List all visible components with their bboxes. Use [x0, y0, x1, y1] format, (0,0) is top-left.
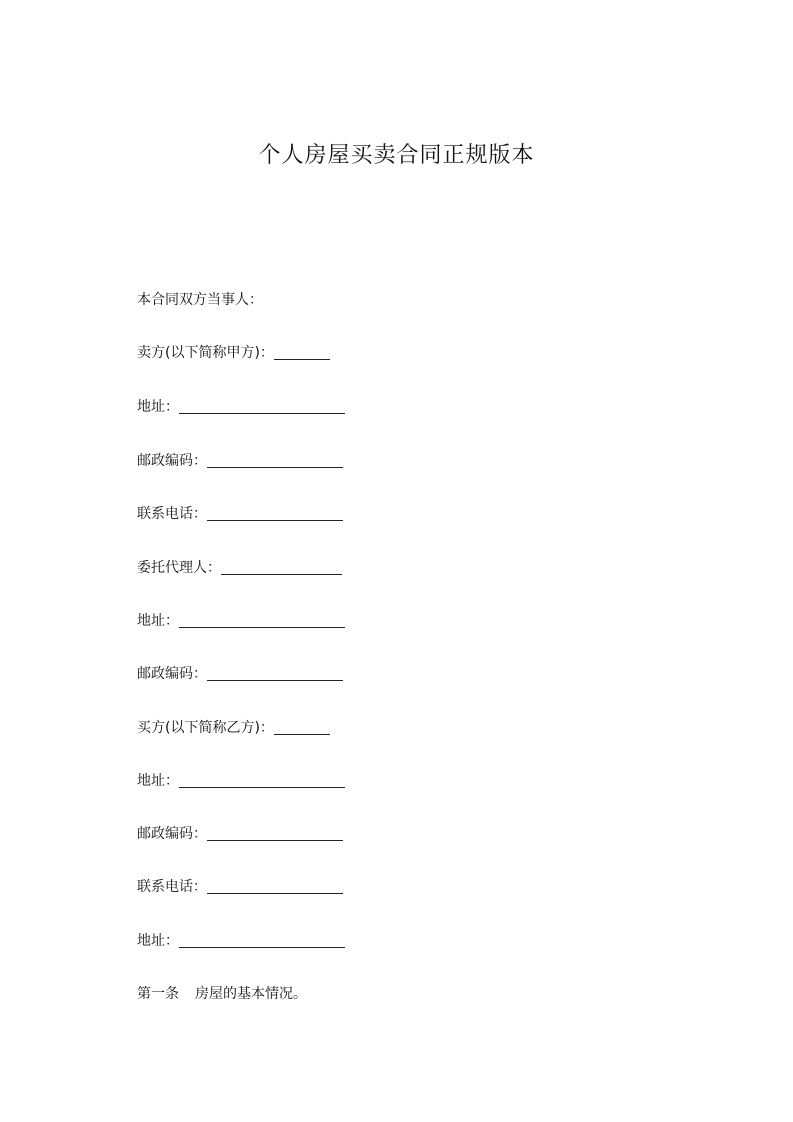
buyer-second-address-field [137, 930, 345, 952]
seller-phone-field [137, 503, 343, 525]
article-one-heading [137, 983, 307, 1005]
seller-label: 卖方(以下简称甲方)： [137, 345, 274, 361]
buyer-phone-blank [207, 877, 343, 894]
buyer-postcode-label: 邮政编码： [137, 826, 207, 842]
seller-address-field [137, 396, 345, 418]
seller-postcode-blank [207, 451, 343, 468]
agent-field [137, 557, 342, 579]
buyer-address-field [137, 770, 345, 792]
buyer-label: 买方(以下简称乙方)： [137, 720, 274, 736]
buyer-second-address-blank [179, 931, 345, 948]
buyer-field [137, 717, 330, 739]
article-number: 第一条 [137, 986, 179, 1002]
parties-intro: 本合同双方当事人： [137, 292, 263, 308]
agent-label: 委托代理人： [137, 560, 221, 576]
agent-postcode-label: 邮政编码： [137, 666, 207, 682]
agent-blank [221, 558, 342, 575]
seller-blank [274, 343, 330, 360]
seller-field [137, 342, 330, 364]
agent-address-blank [179, 611, 345, 628]
agent-postcode-field [137, 663, 343, 685]
buyer-postcode-field [137, 823, 343, 845]
agent-address-label: 地址： [137, 613, 179, 629]
seller-address-label: 地址： [137, 399, 179, 415]
buyer-second-address-label: 地址： [137, 933, 179, 949]
document-title: 个人房屋买卖合同正规版本 [258, 143, 535, 168]
seller-phone-blank [207, 504, 343, 521]
buyer-phone-label: 联系电话： [137, 879, 207, 895]
seller-phone-label: 联系电话： [137, 506, 207, 522]
buyer-address-label: 地址： [137, 773, 179, 789]
buyer-postcode-blank [207, 824, 343, 841]
agent-postcode-blank [207, 664, 343, 681]
buyer-address-blank [179, 771, 345, 788]
article-heading-text: 房屋的基本情况。 [195, 986, 307, 1002]
seller-postcode-label: 邮政编码： [137, 453, 207, 469]
buyer-phone-field [137, 876, 343, 898]
seller-postcode-field [137, 450, 343, 472]
agent-address-field [137, 610, 345, 632]
buyer-blank [274, 718, 330, 735]
seller-address-blank [179, 397, 345, 414]
